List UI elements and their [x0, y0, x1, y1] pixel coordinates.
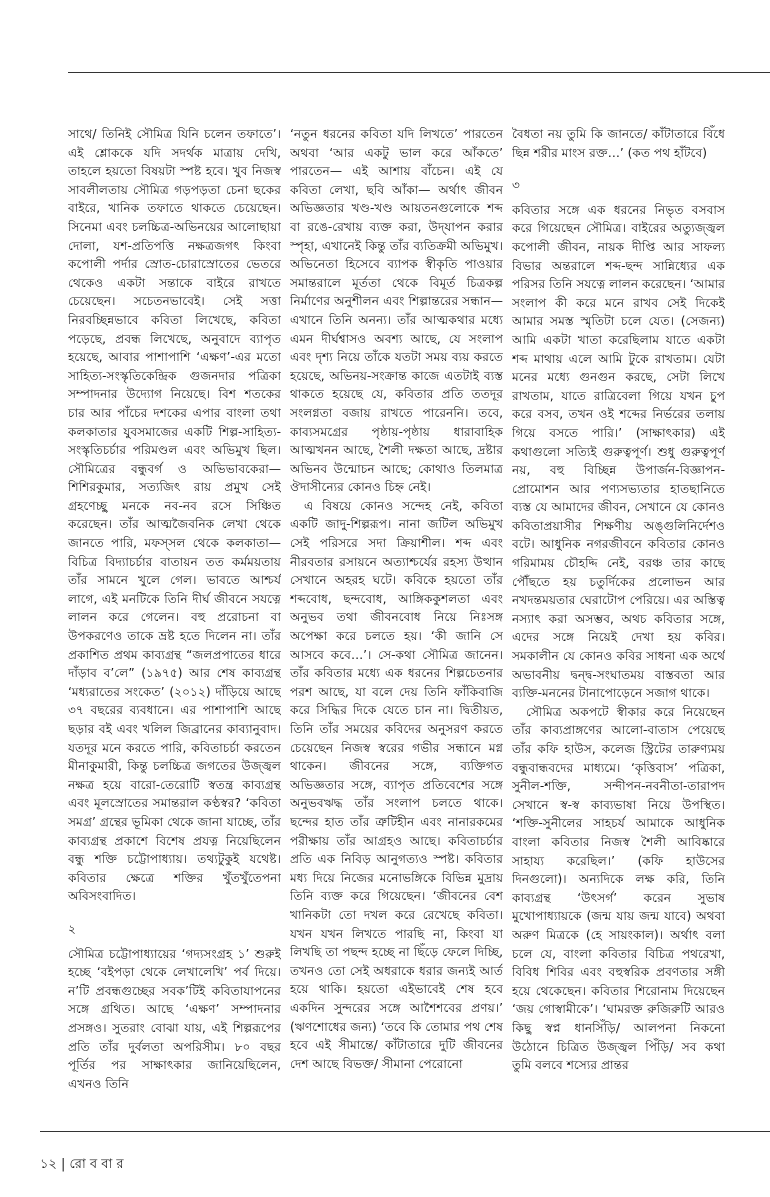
article-column-2: [290, 125, 503, 1120]
page-footer: ১২ | রো ব বা র: [40, 1157, 124, 1172]
article-paragraph: বৈধতা নয় তুমি কি জানতে/ কাঁটাতারে বিঁধে ছিন্ন শরীর মাংস রক্ত…’ (কত পথ হাঁটবে): [512, 127, 725, 160]
section-number: ৩: [512, 178, 520, 193]
article-paragraph: সাথে/ তিনিই সৌমিত্র যিনি চলেন তফাতে’। এই শ্লোককে যদি সদর্থক মাত্রায় দেখি, তাহলে হয়তো বিষয়টা স্পষ্ট হবে। খুব নিজস্ব সাবলীলতায় সৌমিত্র গড়পড়তা চেনা ছকের বাইরে, খানিক তফাতে থাকতে চেয়েছেন। সিনেমা এবং চলচ্চিত্র-অভিনয়ের আলোছায়া দোলা, যশ-প্রতিপত্তি নক্ষত্রজগৎ কিংবা কপোলী পর্দার স্রোত-চোরাস্রোতের ভেতরে থেকেও একটা সন্তাকে বাইরে রাখতে চেয়েছেন। সচেতনভাবেই। সেই সত্তা নিরবচ্ছিন্নভাবে কবিতা লিখেছে, কবিতা পড়েছে, প্রবন্ধ লিখেছে, অনুবাদে ব্যাপৃত হয়েছে, আবার পাশাপাশি ‘এক্ষণ’-এর মতো সাহিত্য-সংস্কৃতিকেন্দ্রিক গুজনদার পত্রিকা সম্পাদনার উদ্যোগ নিয়েছে। বিশ শতকের চার আর পাঁচের দশকের এপার বাংলা তথা কলকাতার যুবসমাজের একটি শিল্প-সাহিত্য-সংস্কৃতিচর্চার পরিমণ্ডল এবং অভিমুখ ছিল। সৌমিত্রের বন্ধুবর্গ ও অভিভাবকেরা— শিশিরকুমার, সত্যজিৎ রায় প্রমুখ সেই গ্রহণেচ্ছু মনকে নব-নব রসে সিঞ্চিত করেছেন। তাঁর আত্মজৈবনিক লেখা থেকে জানতে পারি, মফস্সল থেকে কলকাতা— বিচিত্র বিদ্যাচর্চার বাতায়ন তত কর্মময়তায় তাঁর সামনে খুলে গেল। ভাবতে আশ্চর্য লাগে, এই মনটিকে তিনি দীর্ঘ জীবনে সযত্নে লালন করে গেলেন। বহু প্ররোচনা বা উপকরণেও তাকে ভ্রষ্ট হতে দিলেন না। তাঁর প্রকাশিত প্রথম কাব্যগ্রন্থ “জলপ্রপাতের ধারে দাঁড়াব ব’লে” (১৯৭৫) আর শেষ কাব্যগ্রন্থ ‘মধ্যরাতের সংকেত’ (২০১২) দাঁড়িয়ে আছে ৩৭ বছরের ব্যবধানে। এর পাশাপাশি আছে ছড়ার বই এবং খলিল জিব্রানের কাব্যানুবাদ। যতদূর মনে করতে পারি, কবিতাচর্চা করতেন মীনাকুমারী, কিন্তু চলচ্চিত্র জগতের উজ্জ্বল নক্ষত্র হয়ে বারো-তেরোটি স্বতন্ত্র কাব্যগ্রন্থ এবং মূলস্রোতের সমান্তরাল কণ্ঠস্বর? ‘কবিতা সমগ্র’ গ্রন্থের ভূমিকা থেকে জানা যাচ্ছে, তাঁর কাব্যগ্রন্থ প্রকাশে বিশেষ প্রযত্ন নিয়েছিলেন বন্ধু শক্তি চট্টোপাধ্যায়। তথ্যটুকুই যথেষ্ট। কবিতার ক্ষেত্রে শক্তির খুঁতখুঁতেপনা অবিসংবাদিত।: [68, 127, 281, 904]
section-number: ২: [68, 921, 76, 936]
bottom-rule: [40, 1131, 770, 1132]
article-paragraph: সৌমিত্র অকপটে স্বীকার করে নিয়েছেন তাঁর কাব্যপ্রাঙ্গণের আলো-বাতাস পেয়েছে তাঁর কফি হাউস, কলেজ স্ট্রিটের তারুণ্যময় বন্ধুবান্ধবদের মাধ্যমে। ‘কৃত্তিবাস’ পত্রিকা, সুনীল-শক্তি, সন্দীপন-নবনীতা-তারাপদ সেখানে স্ব-স্ব কাব্যভাষা নিয়ে উপস্থিত। ‘শক্তি-সুনীলের সাহচর্য আমাকে আধুনিক বাংলা কবিতার নিজস্ব শৈলী আবিষ্কারে সাহায্য করেছিল।’ (কফি হাউসের দিনগুলো)। অন্যদিকে লক্ষ করি, তিনি কাব্যগ্রন্থ ‘উৎসর্গ’ করেন সুভাষ মুখোপাধ্যায়কে (জন্ম যায় জন্ম যাবে) অথবা অরুণ মিত্রকে (হে সায়ংকাল)। অর্থাৎ বলা চলে যে, বাংলা কবিতার বিচিত্র পথরেখা, বিবিধ শিবির এবং বহুস্বরিক প্রবণতার সঙ্গী হয়ে থেকেছেন। কবিতার শিরোনাম দিয়েছেন ‘জয় গোস্বামীকে’। ‘ঘামরক্ত রুজিরুটি আরও কিছু স্বপ্ন ধানসিঁড়ি/ আলপনা নিকনো উঠোনে চিত্রিত উজ্জ্বল পিঁড়ি/ সব কথা তুমি বলবে শস্যের প্রান্তর: [512, 704, 725, 1073]
article-paragraph: এ বিষয়ে কোনও সন্দেহ নেই, কবিতা একটি জাদু-শিল্পরূপ। নানা জটিল অভিমুখ সেই পরিসরে সদা ক্রিয়াশীল। শব্দ এবং নীরবতার রসায়নে অত্যাশ্চর্যের রহস্য উত্থান সেখানে অহরহ ঘটে। কবিকে হয়তো তাঁর শব্দবোধ, ছন্দবোধ, আঙ্গিককুশলতা এবং অনুভব তথা জীবনবোধ নিয়ে নিঃসঙ্গ অপেক্ষা করে চলতে হয়। ‘কী জানি সে আসবে কবে…’। সে-কথা সৌমিত্র জানেন। তাঁর কবিতার মধ্যে এক ধরনের শিল্পচেতনার পরশ আছে, যা বলে দেয় তিনি ফাঁকিবাজি করে সিদ্ধির দিকে যেতে চান না। দ্বিতীয়ত, তিনি তাঁর সময়ের কবিদের অনুসরণ করতে চেয়েছেন নিজস্ব স্বরের গভীর সন্ধানে মগ্ন থাকেন। জীবনের সঙ্গে, ব্যক্তিগত অভিজ্ঞতার সঙ্গে, ব্যাপৃত প্রতিবেশের সঙ্গে অনুভবঋদ্ধ তাঁর সংলাপ চলতে থাকে। ছন্দের হাত তাঁর ত্রুটিহীন এবং নানারকমের পরীক্ষায় তাঁর আগ্রহও আছে। কবিতাচর্চার প্রতি এক নিবিড় আনুগত্যও স্পষ্ট। কবিতার মধ্য দিয়ে নিজের মনোভঙ্গিকে বিভিন্ন মুদ্রায় তিনি ব্যক্ত করে গিয়েছেন। ‘জীবনের বেশ খানিকটা তো দখল করে রেখেছে কবিতা। যখন যখন লিখতে পারছি না, কিংবা যা লিখছি তা পছন্দ হচ্ছে না ছিঁড়ে ফেলে দিচ্ছি, তখনও তো সেই অধরাকে ধরার জন্যই আর্ত হয়ে থাকি। হয়তো এইভাবেই শেষ হবে একদিন সুন্দরের সঙ্গে আশৈশবের প্রণয়।’ (ঋণশোধের জন্য) ‘তবে কি তোমার পথ শেষ হবে এই সীমান্তে/ কাঁটাতারে দুটি জীবনের দেশ আছে বিভক্ত/ সীমানা পেরোনো: [290, 498, 503, 1071]
top-rule: [68, 72, 770, 73]
article-paragraph: ‘নতুন ধরনের কবিতা যদি লিখতে’ পারতেন অথবা ‘আর একটু ভাল করে আঁকতে’ পারতেন— এই আশায় বাঁচেন। এই যে কবিতা লেখা, ছবি আঁকা— অর্থাৎ জীবন অভিজ্ঞতার খণ্ড-খণ্ড আয়তনগুলোকে শব্দ বা রঙে-রেখায় ব্যক্ত করা, উদ্‌যাপন করার স্পৃহা, এখানেই কিন্তু তাঁর ব্যতিক্রমী অভিমুখ। অভিনেতা হিসেবে ব্যাপক স্বীকৃতি পাওয়ার সমান্তরালে মূর্ততা থেকে বিমূর্ত চিত্রকল্প নির্মাণের অনুশীলন এবং শিল্পান্তরের সন্ধান— এখানে তিনি অনন্য। তাঁর আত্মকথার মধ্যে এমন দীর্ঘশ্বাসও অবশ্য আছে, যে সংলাপ এবং দৃশ্য নিয়ে তাঁকে যতটা সময় ব্যয় করতে হয়েছে, অভিনয়-সংক্রান্ত কাজে এতটাই ব্যস্ত থাকতে হয়েছে যে, কবিতার প্রতি ততদূর সংলগ্নতা বজায় রাখতে পারেননি। তবে, কাব্যসমগ্রের পৃষ্ঠায়-পৃষ্ঠায় ধারাবাহিক আত্মখনন আছে, শৈলী দক্ষতা আছে, দ্রষ্টার অভিনব উন্মোচন আছে; কোথাও তিলমাত্র ঔদাসীন্যের কোনও চিহ্ন নেই।: [290, 127, 503, 495]
article-paragraph: সৌমিত্র চট্টোপাধ্যায়ের ‘গদ্যসংগ্রহ ১’ শুরুই হচ্ছে ‘বইপড়া থেকে লেখালেখি’ পর্ব দিয়ে। ন’টি প্রবন্ধগুচ্ছের সবক’টিই কবিতাযাপনের সঙ্গে গ্রথিত। আছে ‘এক্ষণ’ সম্পাদনার প্রসঙ্গও। সুতরাং বোঝা যায়, এই শিল্পরূপের প্রতি তাঁর দুর্বলতা অপরিসীম। ৮০ বছর পূর্তির পর সাক্ষাৎকার জানিয়েছিলেন, এখনও তিনি: [68, 946, 281, 1091]
article-paragraph: কবিতার সঙ্গে এক ধরনের নিভৃত বসবাস করে গিয়েছেন সৌমিত্র। বাইরের অত্যুজ্জ্বল কপোলী জীবন, নায়ক দীপ্তি আর সাফল্য বিভার অন্তরালে শব্দ-ছন্দ সান্নিধ্যের এক পরিসর তিনি সযত্নে লালন করেছেন। ‘আমার সংলাপ কী করে মনে রাখব সেই দিকেই আমার সমস্ত স্মৃতিটা চলে যেত। (সেজন্য) আমি একটা খাতা করেছিলাম যাতে একটা শব্দ মাথায় এলে আমি টুকে রাখতাম। যেটা মনের মধ্যে গুনগুন করছে, সেটা লিখে রাখতাম, যাতে রাত্রিবেলা গিয়ে যখন চুপ করে বসব, তখন ওই শব্দের নির্ভরের তলায় গিয়ে বসতে পারি।’ (সাক্ষাৎকার) এই কথাগুলো সত্যিই গুরুত্বপূর্ণ। শুধু গুরুত্বপূর্ণ নয়, বহু বিচ্ছিন্ন উপার্জন-বিজ্ঞাপন-প্রোমোশন আর পণ্যসভ্যতার হাতছানিতে ব্যস্ত যে আমাদের জীবন, সেখানে যে কোনও কবিতাপ্রয়াসীর শিক্ষণীয় অঙ্গুলিনির্দেশও বটে। আধুনিক নগরজীবনে কবিতার কোনও গরিমাময় চৌহদ্দি নেই, বরঞ্চ তার কাছে পৌঁছতে হয় চতুর্দিকের প্রলোভন আর নখদন্তময়তার ঘেরাটোপ পেরিয়ে। এর অস্তিত্ব নস্যাৎ করা অসম্ভব, অথচ কবিতার সঙ্গে, এদের সঙ্গে নিয়েই দেখা হয় কবির। সমকালীন যে কোনও কবির সাধনা এক অর্থে অভাবনীয় দ্বন্দ্ব-সংঘাতময় বাস্তবতা আর ব্যক্তি-মননের টানাপোড়েনে সজাগ থাকে।: [512, 202, 725, 701]
article-column-3: [512, 125, 725, 1120]
article-column-1: [68, 125, 281, 1120]
